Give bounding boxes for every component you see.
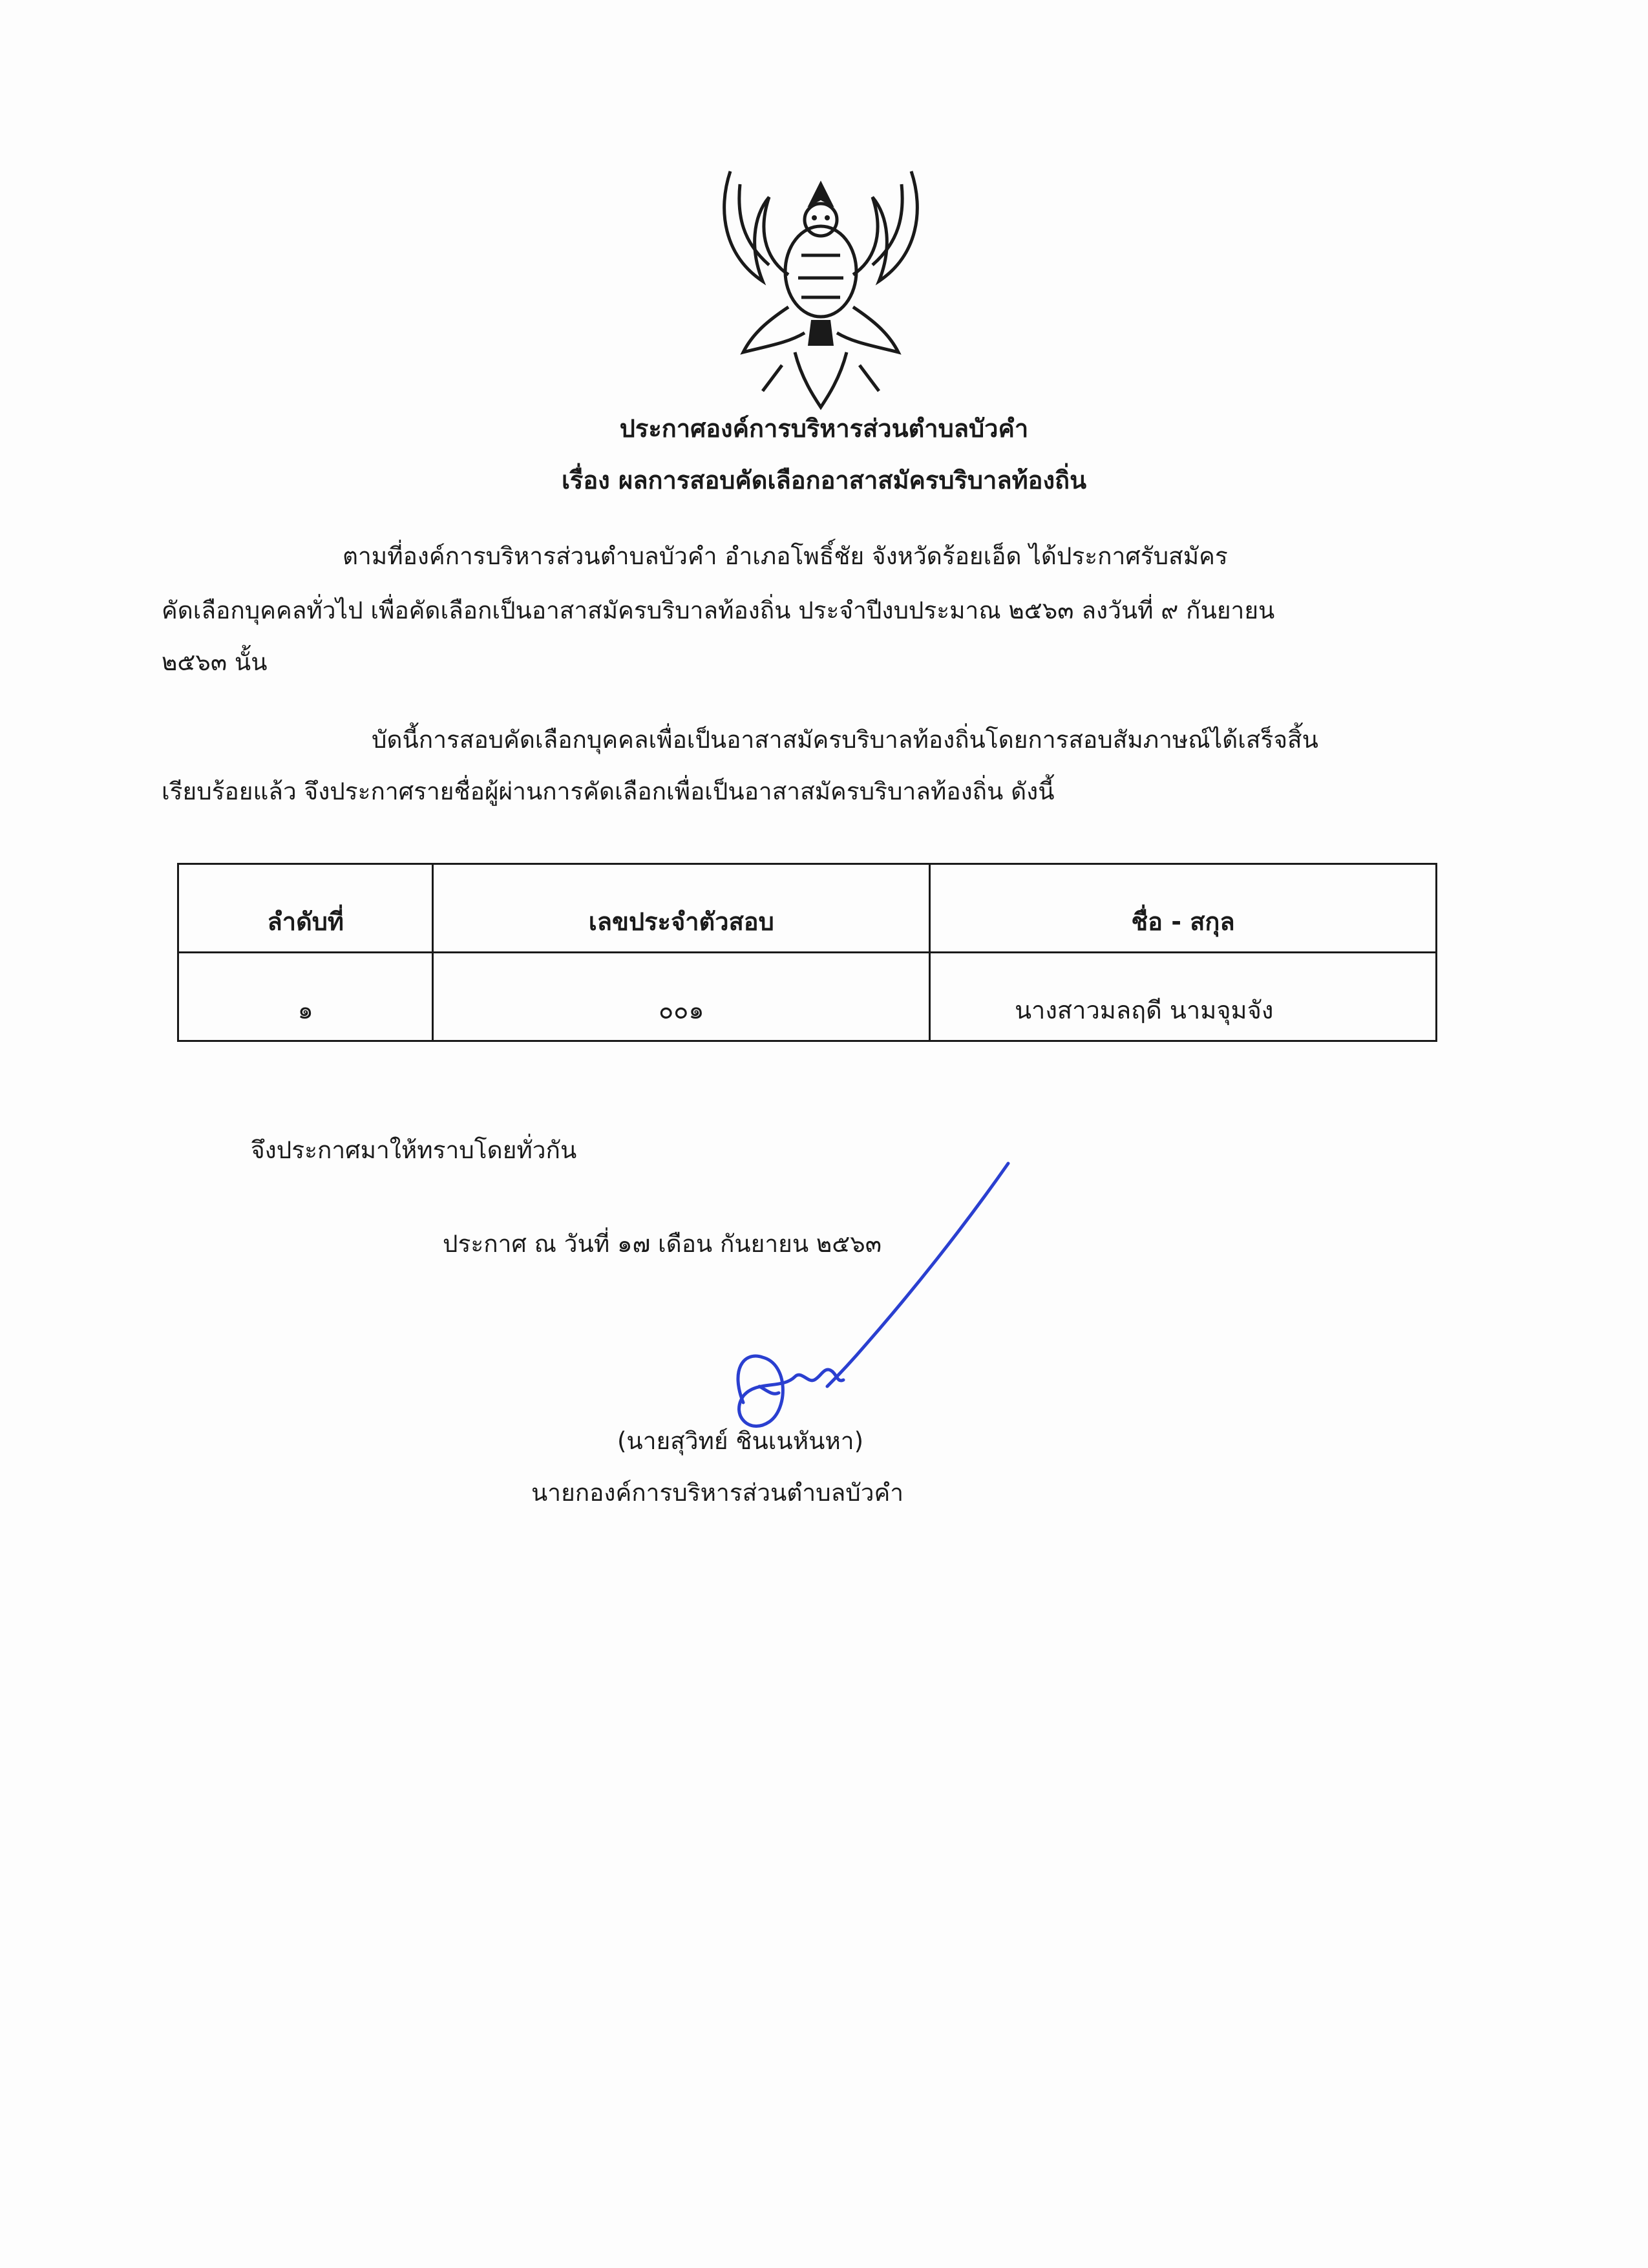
signature [704,1157,1028,1467]
signer-name: (นายสุวิทย์ ชินเนหันหา) [617,1427,864,1455]
closing-announce: จึงประกาศมาให้ทราบโดยทั่วกัน [251,1136,577,1164]
paragraph2-line2: เรียบร้อยแล้ว จึงประกาศรายชื่อผู้ผ่านการคัดเลือกเพื่อเป็นอาสาสมัครบริบาลท้องถิ่น ดังนี้ [162,778,1055,805]
cell-order: ๑ [178,953,433,1041]
header-full-name: ชื่อ - สกุล [930,864,1437,953]
table-header-row [178,864,1437,953]
paragraph1-line2: คัดเลือกบุคคลทั่วไป เพื่อคัดเลือกเป็นอาสาสมัครบริบาลท้องถิ่น ประจำปีงบประมาณ ๒๕๖๓ ลงวันที่ ๙ กันยายน [162,597,1275,624]
header-exam-id: เลขประจำตัวสอบ [433,864,930,953]
paragraph1-line1: ตามที่องค์การบริหารส่วนตำบลบัวคำ อำเภอโพธิ์ชัย จังหวัดร้อยเอ็ด ได้ประกาศรับสมัคร [343,542,1228,570]
garuda-emblem [692,158,950,417]
header-order: ลำดับที่ [178,864,433,953]
cell-exam-id: ๐๐๑ [433,953,930,1041]
document-subject: เรื่อง ผลการสอบคัดเลือกอาสาสมัครบริบาลท้องถิ่น [561,466,1087,494]
table-row [178,953,1437,1041]
document-title: ประกาศองค์การบริหารส่วนตำบลบัวคำ [619,414,1029,443]
cell-full-name: นางสาวมลฤดี นามจุมจัง [930,953,1437,1041]
announcement-date: ประกาศ ณ วันที่ ๑๗ เดือน กันยายน ๒๕๖๓ [443,1230,882,1258]
results-table [177,863,1437,1042]
paragraph2-line1: บัดนี้การสอบคัดเลือกบุคคลเพื่อเป็นอาสาสมัครบริบาลท้องถิ่นโดยการสอบสัมภาษณ์ได้เสร็จสิ้น [372,726,1318,754]
paragraph1-line3: ๒๕๖๓ นั้น [162,648,268,676]
signer-position: นายกองค์การบริหารส่วนตำบลบัวคำ [531,1479,904,1507]
